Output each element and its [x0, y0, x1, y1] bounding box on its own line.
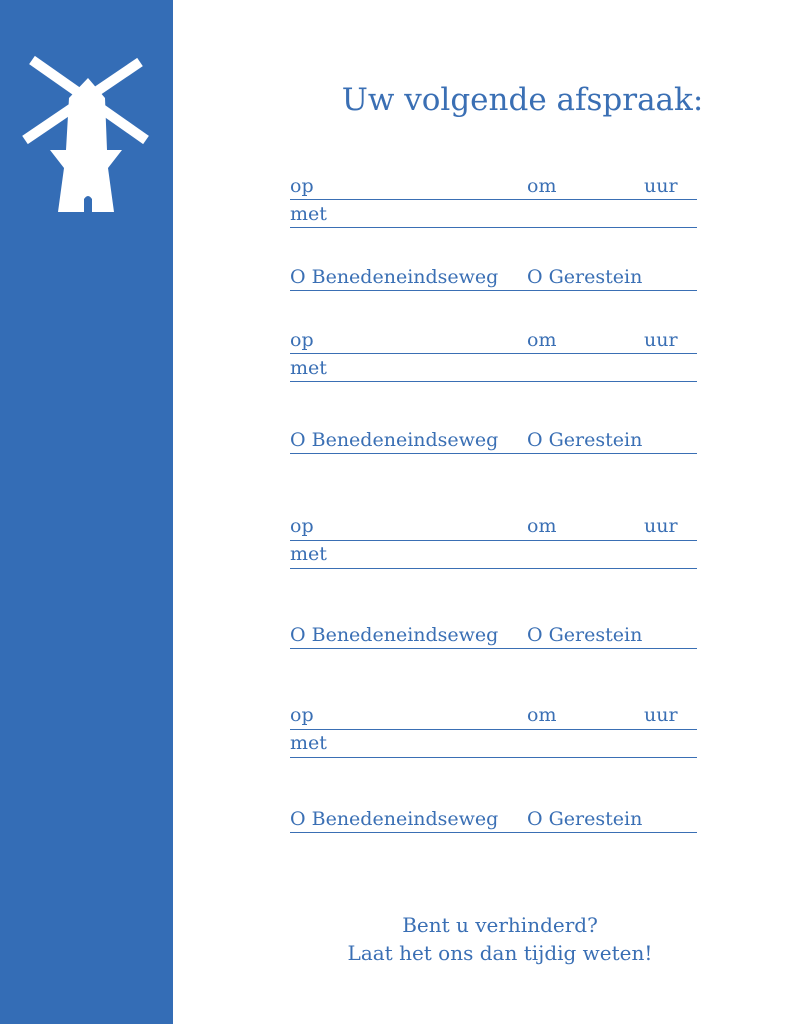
footer-question: Bent u verhinderd? [402, 913, 598, 937]
location-option-benedeneindseweg: O Benedeneindseweg [290, 808, 499, 830]
with-line [290, 757, 697, 758]
with-line [290, 227, 697, 228]
location-option-benedeneindseweg: O Benedeneindseweg [290, 266, 499, 288]
with-line [290, 381, 697, 382]
with-label: met [290, 732, 327, 754]
hour-label: uur [644, 329, 678, 351]
footer-request: Laat het ons dan tijdig weten! [347, 941, 653, 965]
time-label: om [527, 175, 557, 197]
location-option-gerestein: O Gerestein [527, 624, 643, 646]
windmill-icon [20, 52, 152, 216]
location-line [290, 832, 697, 833]
location-option-benedeneindseweg: O Benedeneindseweg [290, 624, 499, 646]
hour-label: uur [644, 704, 678, 726]
date-label: op [290, 515, 314, 537]
location-line [290, 290, 697, 291]
location-option-benedeneindseweg: O Benedeneindseweg [290, 429, 499, 451]
hour-label: uur [644, 515, 678, 537]
time-label: om [527, 515, 557, 537]
date-label: op [290, 175, 314, 197]
location-option-gerestein: O Gerestein [527, 266, 643, 288]
location-option-gerestein: O Gerestein [527, 429, 643, 451]
location-option-gerestein: O Gerestein [527, 808, 643, 830]
date-label: op [290, 704, 314, 726]
location-line [290, 453, 697, 454]
with-label: met [290, 357, 327, 379]
location-line [290, 648, 697, 649]
date-time-line [290, 199, 697, 200]
page-title: Uw volgende afspraak: [341, 82, 704, 118]
hour-label: uur [644, 175, 678, 197]
with-label: met [290, 543, 327, 565]
date-time-line [290, 540, 697, 541]
with-label: met [290, 203, 327, 225]
time-label: om [527, 329, 557, 351]
date-time-line [290, 353, 697, 354]
time-label: om [527, 704, 557, 726]
date-time-line [290, 729, 697, 730]
sidebar [0, 0, 173, 1024]
date-label: op [290, 329, 314, 351]
with-line [290, 568, 697, 569]
